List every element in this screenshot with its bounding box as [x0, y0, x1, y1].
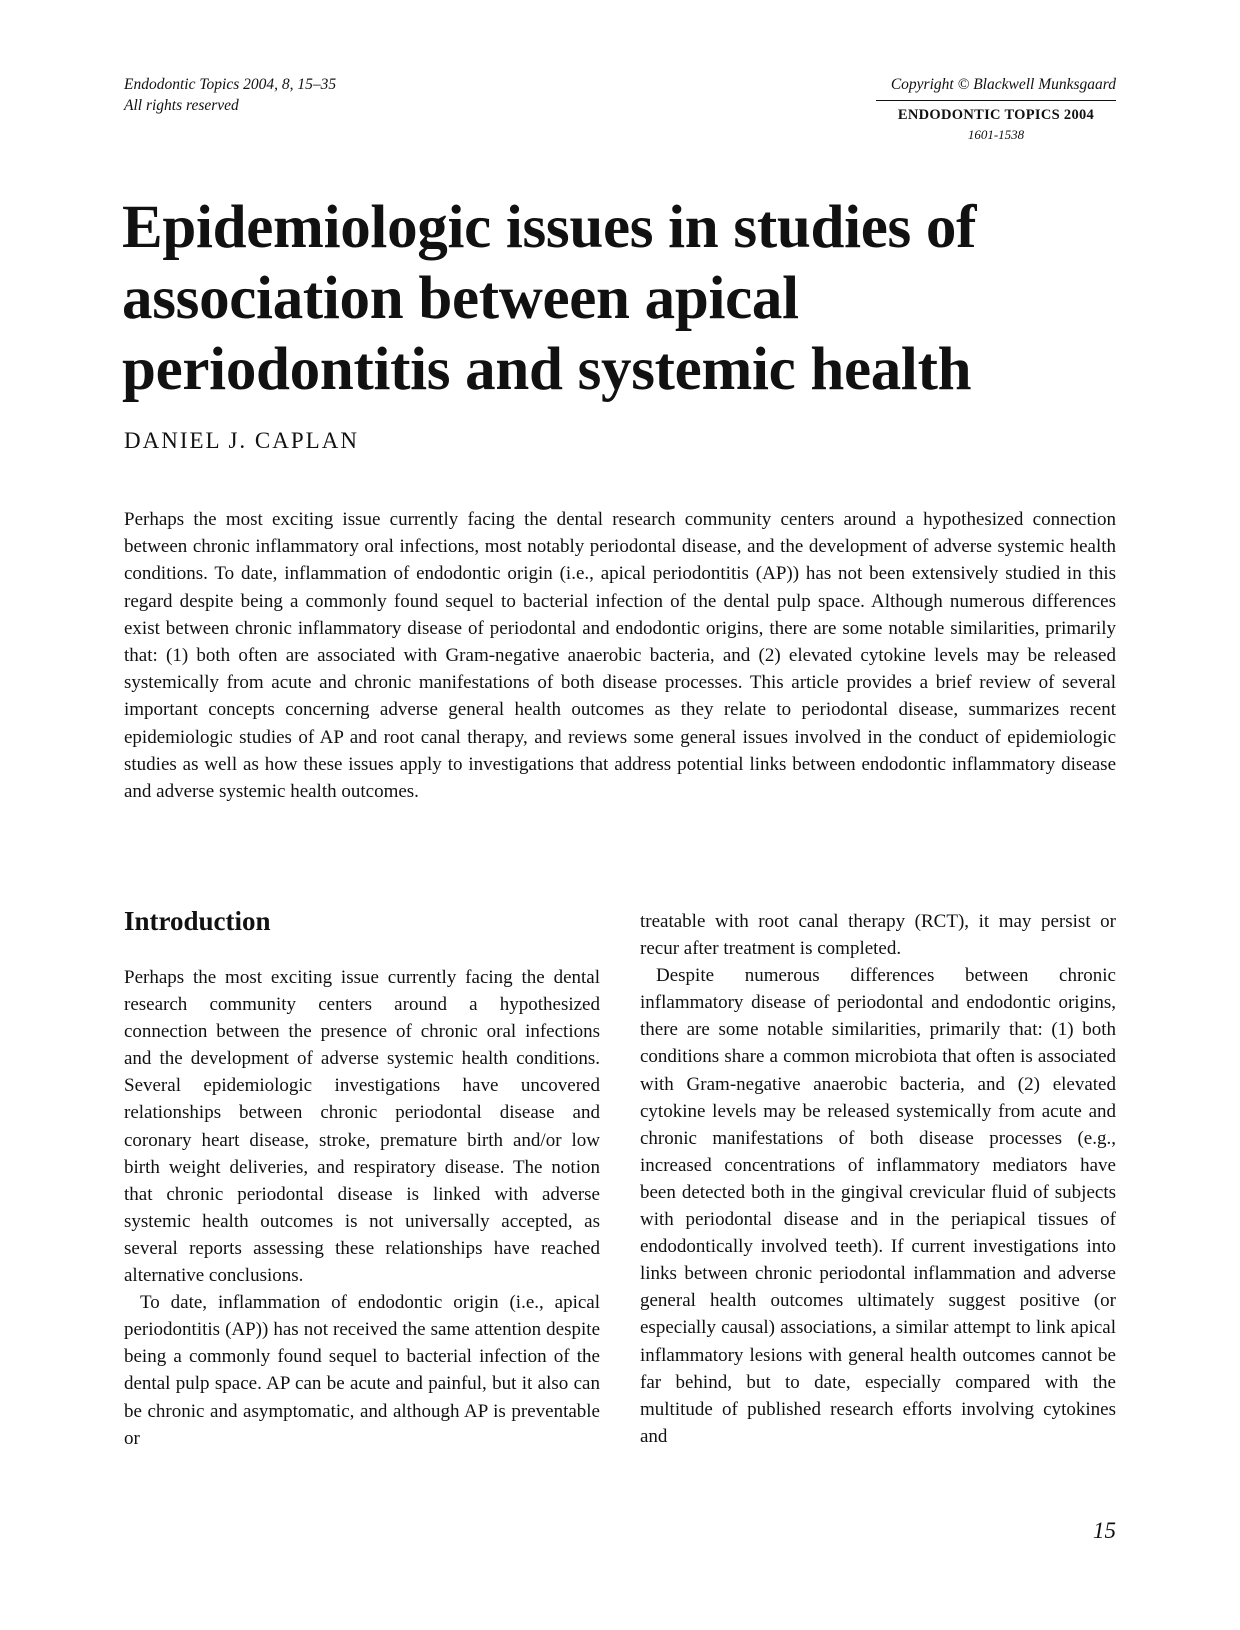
journal-citation: Endodontic Topics 2004, 8, 15–35 — [124, 76, 337, 93]
journal-name: ENDODONTIC TOPICS 2004 — [876, 100, 1116, 126]
body-paragraph: Despite numerous differences between chronic inflammatory disease of periodontal and endodontic origins, there are some notable similarities, primarily that: (1) both conditions share a common microbiota that often is associated with Gram-negative anaerobic bacteria, and (2) elevated cytokine levels may be released systemically from acute and chronic manifestations of both disease processes (e.g., increased concentrations of inflammatory mediators have been detected both in the gingival crevicular fluid of subjects with periodontal disease and in the periapical tissues of endodontically involved teeth). If current investigations into links between chronic periodontal inflammation and adverse general health outcomes ultimately suggest positive (or especially causal) associations, a similar attempt to link apical inflammatory lesions with general health outcomes cannot be far behind, but to date, especially compared with the multitude of published research efforts involving cytokines and — [640, 965, 1116, 1447]
section-heading-introduction: Introduction — [124, 906, 271, 936]
right-column — [640, 908, 1116, 1450]
body-paragraph: treatable with root canal therapy (RCT), it may persist or recur after treatment is completed. — [640, 911, 1116, 960]
issn: 1601-1538 — [967, 127, 1025, 142]
left-column — [124, 904, 600, 1452]
article-title: Epidemiologic issues in studies of association between apical periodontitis and systemic health — [122, 194, 977, 403]
body-paragraph: Perhaps the most exciting issue currently facing the dental research community centers around a hypothesized connection between the presence of chronic oral infections and the development of adverse systemic health conditions. Several epidemiologic investigations have uncovered relationships between chronic periodontal disease and coronary heart disease, stroke, premature birth and/or low birth weight deliveries, and respiratory disease. The notion that chronic periodontal disease is linked with adverse systemic health outcomes is not universally accepted, as several reports assessing these relationships have reached alternative conclusions. — [124, 967, 600, 1287]
rights-notice: All rights reserved — [124, 97, 239, 114]
running-header-left — [124, 74, 336, 116]
running-header-right — [876, 74, 1116, 144]
page-number: 15 — [1093, 1518, 1116, 1543]
article-author: DANIEL J. CAPLAN — [124, 428, 359, 453]
body-paragraph: To date, inflammation of endodontic origin (i.e., apical periodontitis (AP)) has not received the same attention despite being a commonly found sequel to bacterial infection of the dental pulp space. AP can be acute and painful, but it also can be chronic and asymptomatic, and although AP is preventable or — [124, 1292, 600, 1449]
copyright-notice: Copyright © Blackwell Munksgaard — [890, 76, 1116, 93]
abstract: Perhaps the most exciting issue currently facing the dental research community centers around a hypothesized connection between chronic inflammatory oral infections, most notably periodontal disease, and the development of adverse systemic health conditions. To date, inflammation of endodontic origin (i.e., apical periodontitis (AP)) has not been extensively studied in this regard despite being a commonly found sequel to bacterial infection of the dental pulp space. Although numerous differences exist between chronic inflammatory disease of periodontal and endodontic origins, there are some notable similarities, primarily that: (1) both often are associated with Gram-negative anaerobic bacteria, and (2) elevated cytokine levels may be released systemically from acute and chronic manifestations of both disease processes. This article provides a brief review of several important concepts concerning adverse general health outcomes as they relate to periodontal disease, summarizes recent epidemiologic studies of AP and root canal therapy, and reviews some general issues involved in the conduct of epidemiologic studies as well as how these issues apply to investigations that address potential links between endodontic inflammatory disease and adverse systemic health outcomes. — [124, 509, 1116, 803]
